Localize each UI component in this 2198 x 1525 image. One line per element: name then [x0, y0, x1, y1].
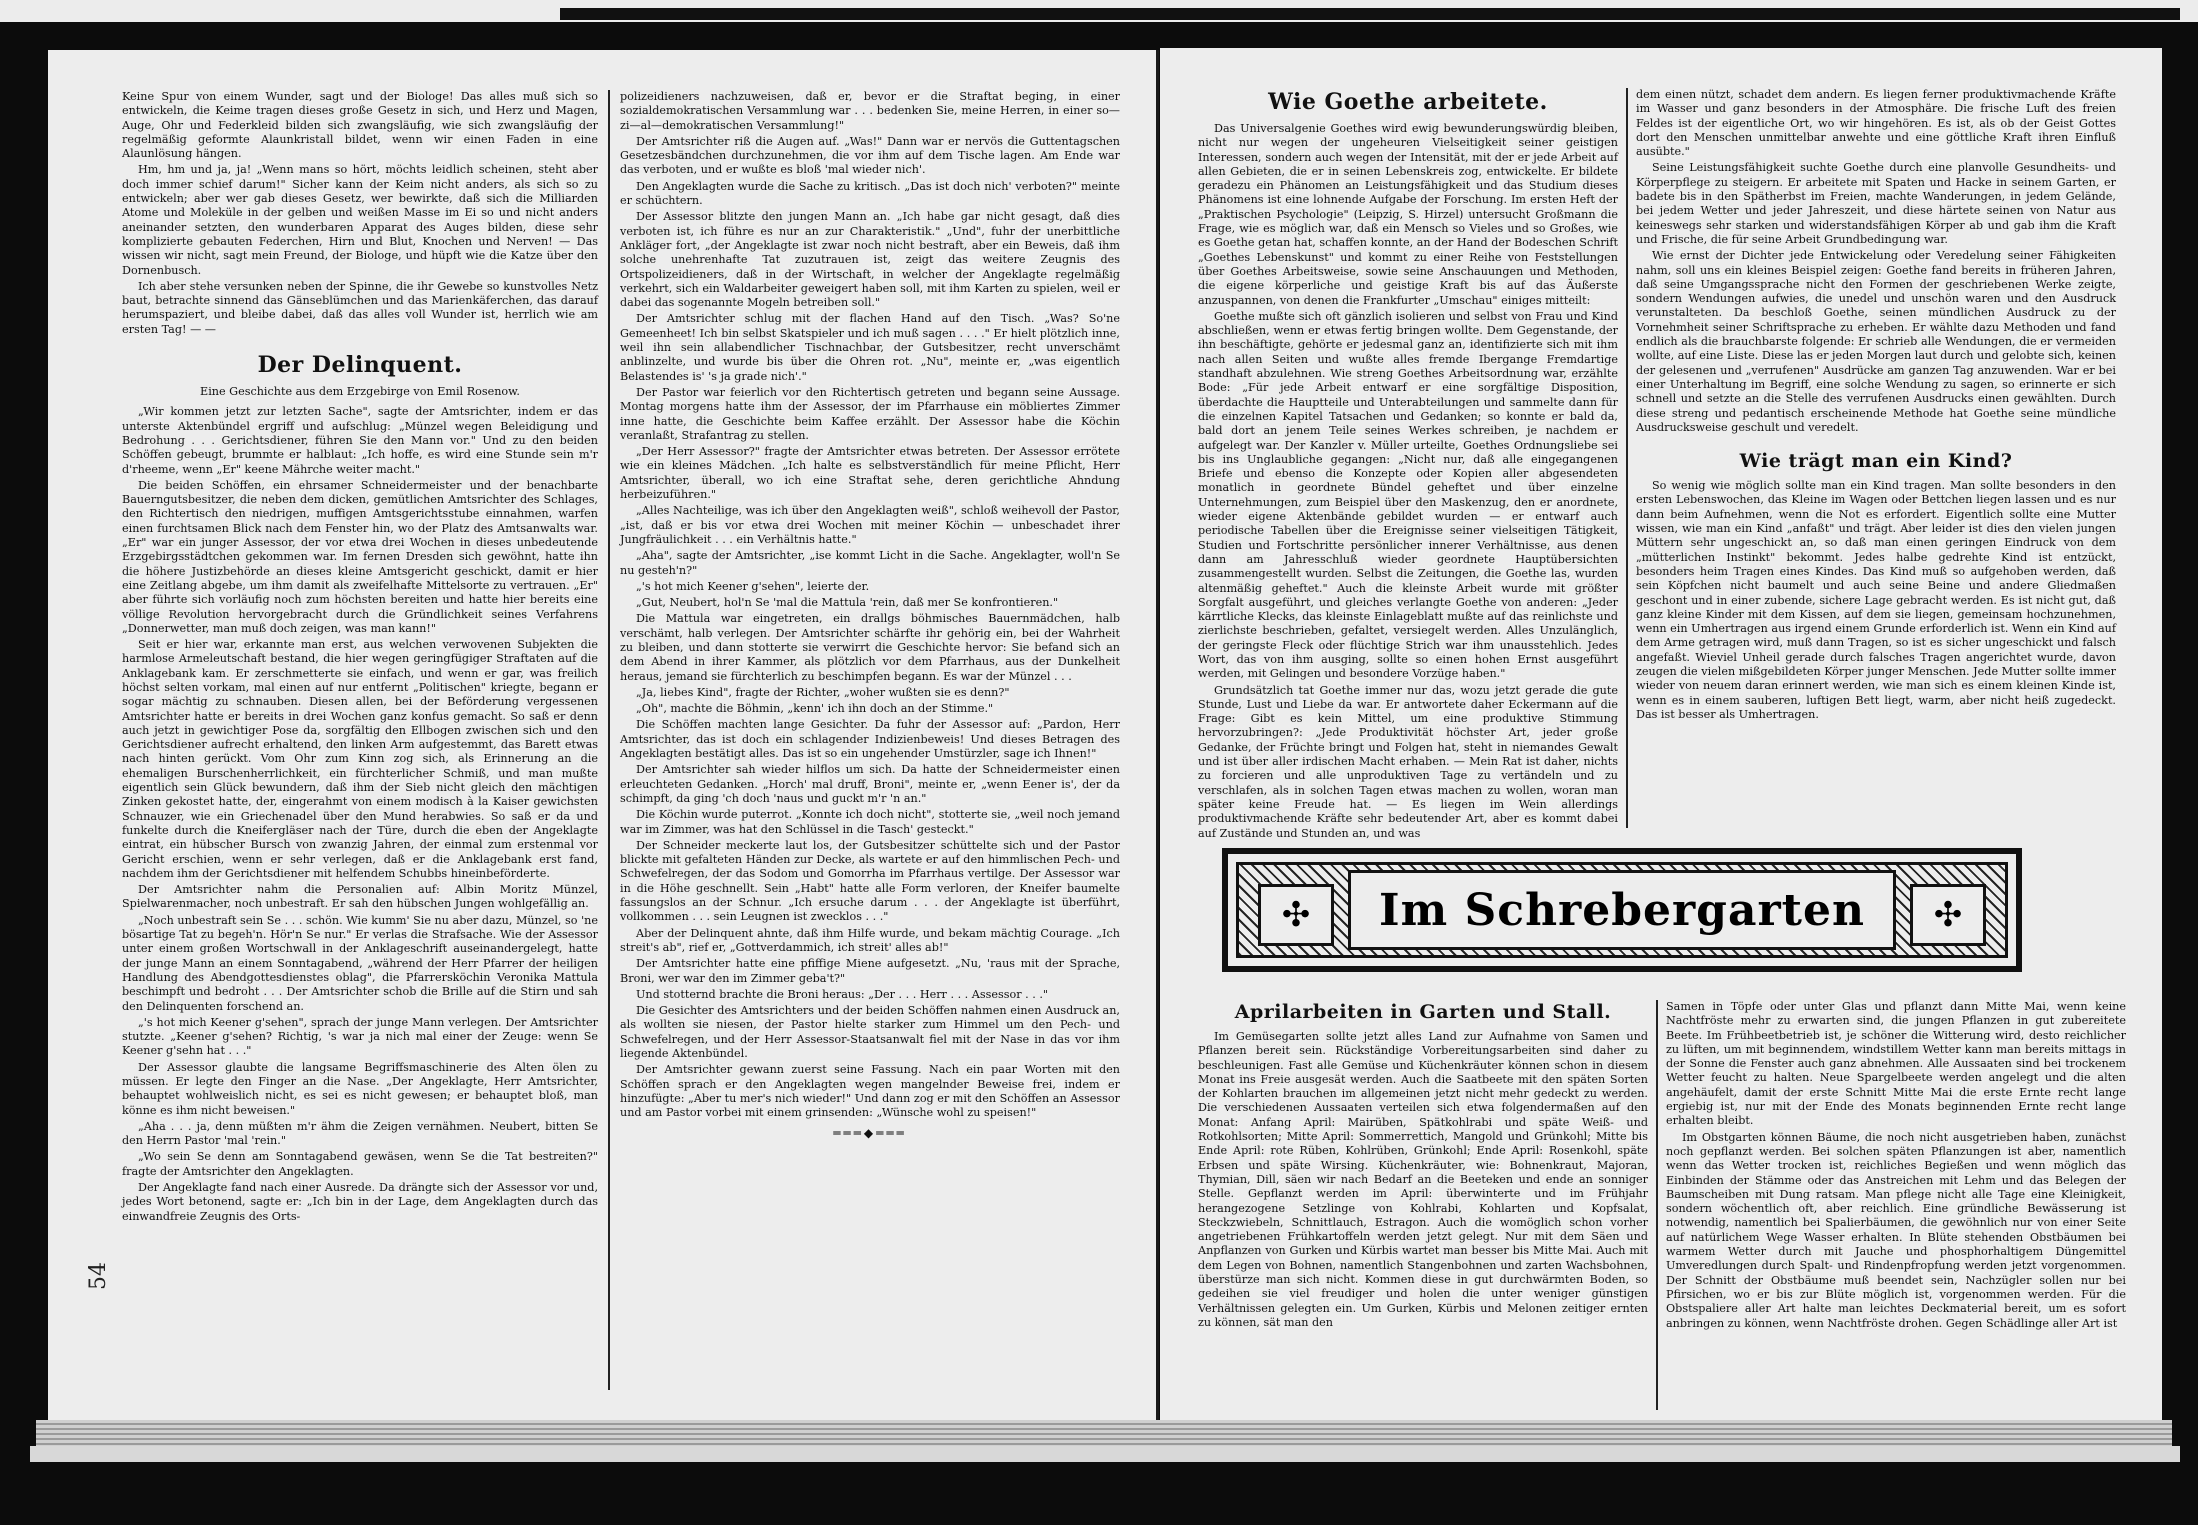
paragraph: „'s hot mich Keener g'sehen", sprach der junge Mann verlegen. Der Amtsrichter stutzte. „Keener g'sehen? Richtig, 's war ja nich mal einer der Zeuge: wenn Se Keener g'sehn hat . . ."	[122, 1015, 598, 1058]
paragraph: Der Amtsrichter gewann zuerst seine Fassung. Nach ein paar Worten mit den Schöffen sprach er den Angeklagten wegen mangelnder Beweise frei, indem er hinzufügte: „Aber tu mer's nich wieder!" Und dann zog er mit den Schöffen an Assessor und am Pastor vorbei mit einem grinsenden: „Wünsche wohl zu speisen!"	[620, 1063, 1120, 1120]
banner-title: Im Schrebergarten	[1348, 870, 1896, 950]
cross-ornament-icon: ✣	[1258, 884, 1334, 946]
paragraph: Der Amtsrichter sah wieder hilflos um sich. Da hatte der Schneidermeister einen erleuchteten Gedanken. „Horch' mal druff, Broni", meinte er, „wenn Eener is', der da schimpft, da ging 'ch doch 'naus und guckt m'r 'n an."	[620, 763, 1120, 805]
paragraph: Seit er hier war, erkannte man erst, aus welchen verwovenen Subjekten die harmlose Armeleutschaft bestand, die hier wegen geringfügiger Straftaten auf die Anklagebank kam. Er zerschmetterte sie einfach, und wenn er gar, was freilich höchst selten vorkam, mal einen auf nur entfernt „Politischen" kriegte, begann er sogar mächtig zu schnauben. Diesen allen, bei der Beförderung vergessenen Amtsrichter hatte er bereits in drei Wochen ganz konfus gemacht. So saß er denn auch jetzt in gewichtiger Pose da, sorgfältig den Ellbogen zwischen sich und den Gerichtsdiener aufrecht erhaltend, den linken Arm aufgestemmt, das Barett etwas nach hinten gerückt. Vom Ohr zum Kinn zog sich, als Erinnerung an die ehemaligen Burschenherrlichkeit, ein fürchterlicher Schmiß, und man mußte eigentlich sein Glück bewundern, daß ihm der Sieb nicht gleich den mächtigen Zinken gekostet hatte, der, eingerahmt von einem modisch à la Kaiser gewichsten Schnauzer, wie ein Griechenadel über den Mund herabwies. So saß er da und funkelte durch die Kneifergläser nach der Türe, durch die eben der Angeklagte eintrat, ein hübscher Bursch von zwanzig Jahren, der einmal zum erstenmal vor Gericht erschien, wenn er sehr verlegen, daß er die Anklagebank erst fand, nachdem ihm der Gerichtsdiener mit helfendem Schubbs hineinbeförderte.	[122, 638, 598, 880]
paragraph: dem einen nützt, schadet dem andern. Es liegen ferner produktivmachende Kräfte im Wasser und ganz besonders in der Atmosphäre. Die frische Luft des freien Feldes ist der eigentliche Ort, wo wir hingehören. Es ist, als ob der Geist Gottes dort den Menschen unmittelbar anwehte und eine göttliche Kraft ihren Einfluß ausübte."	[1636, 88, 2116, 159]
paragraph: Die Gesichter des Amtsrichters und der beiden Schöffen nahmen einen Ausdruck an, als wollten sie niesen, der Pastor hielte starker zum Himmel um den Pech- und Schwefelregen, und der Herr Assessor-Staatsanwalt fiel mit der Nase in das vor ihm liegende Aktenbündel.	[620, 1004, 1120, 1060]
paragraph: So wenig wie möglich sollte man ein Kind tragen. Man sollte besonders in den ersten Lebenswochen, das Kleine im Wagen oder Bettchen liegen lassen und es nur dann beim Aufnehmen, wenn die Not es erfordert. Eigentlich sollte eine Mutter wissen, wie man ein Kind „anfaßt" und trägt. Aber leider ist dies den vielen jungen Müttern sehr ungeschickt an, so daß man einen geringen Eindruck von dem „mütterlichen Instinkt" bekommt. Jedes halbe gedrehte Kind ist entzückt, besonders heim Tragen eines Kindes. Das Kind muß so aufgehoben werden, daß sein Köpfchen nicht baumelt und auch seine Beine und andere Gliedmaßen geschont und in einer zubende, sichere Lage gebracht werden. Es ist nicht gut, daß ganz kleine Kinder mit dem Kissen, auf dem sie liegen, gemeinsam hochzunehmen, wenn ein Umhertragen aus irgend einem Grunde erforderlich ist. Wenn ein Kind auf dem Arme getragen wird, muß dann Tragen, so ist es sicher ungeschickt und falsch angefaßt. Wieviel Unheil gerade durch falsches Tragen angerichtet wurde, davon zeugen die vielen mißgebildeten Körper junger Menschen. Jede Mutter sollte immer wieder von neuem daran erinnert werden, wie man sich es einem kleinen Kinde ist, wenn es in einem sauberen, luftigen Bett liegt, warm, aber nicht heiß zugedeckt. Das ist besser als Umhertragen.	[1636, 479, 2116, 721]
schrebergarten-banner	[1222, 848, 2022, 972]
page-number: 54	[86, 1262, 111, 1290]
paragraph: Der Angeklagte fand nach einer Ausrede. Da drängte sich der Assessor vor und, jedes Wort betonend, sagte er: „Ich bin in der Lage, dem Angeklagten durch das einwandfreie Zeugnis des Orts-	[122, 1181, 598, 1223]
paragraph: „Oh", machte die Böhmin, „kenn' ich ihn doch an der Stimme."	[636, 702, 994, 716]
column-rule	[1656, 1000, 1658, 1410]
paragraph: Ich aber stehe versunken neben der Spinne, die ihr Gewebe so kunstvolles Netz baut, betrachte sinnend das Gänseblümchen und das Marienkäferchen, das darauf herumspaziert, und bleibe dabei, daß das alles voll Wunder ist, herrlich wie am ersten Tag! — —	[122, 279, 598, 336]
paragraph: „Aha . . . ja, denn müßten m'r ähm die Zeigen vernähmen. Neubert, bitten Se den Herrn Pastor 'mal 'rein."	[122, 1119, 598, 1148]
paragraph: Der Assessor blitzte den jungen Mann an. „Ich habe gar nicht gesagt, daß dies verboten ist, ich führe es nur an zur Charakteristik." „Und", fuhr der unerbittliche Ankläger fort, „der Angeklagte ist zwar noch nicht bestraft, aber ein Beweis, daß ihm solche unehrenhafte Tat zuzutrauen ist, zeigt das weitere Zeugnis des Ortspolizeidieners, daß in der Wirtschaft, in welcher der Angeklagte regelmäßig verkehrt, sich ein Waldarbeiter geweigert haben soll, mit ihm Karten zu spielen, weil er dabei das sogenannte Mogeln betreiben soll."	[620, 210, 1120, 310]
paragraph: Der Schneider meckerte laut los, der Gutsbesitzer schüttelte sich und der Pastor blickte mit gefalteten Händen zur Decke, als wartete er auf den himmlischen Pech- und Schwefelregen, der das Sodom und Gomorrha im Pfarrhaus vertilge. Der Assessor war in die Höhe geschnellt. Sein „Habt" hatte alle Form verloren, der Kneifer baumelte fassungslos an der Schnur. „Ich ersuche darum . . . der Angeklagte ist überführt, vollkommen . . . sein Leugnen ist zwecklos . . ."	[620, 838, 1120, 924]
paragraph: „Alles Nachteilige, was ich über den Angeklagten weiß", schloß weihevoll der Pastor, „ist, daß er bis vor etwa drei Wochen mit meiner Köchin — unbeschadet ihrer Jungfräulichkeit . . . ein Verhältnis hatte."	[620, 504, 1120, 546]
goethe-text-1	[1198, 122, 1618, 841]
paragraph: „Aha", sagte der Amtsrichter, „ise kommt Licht in die Sache. Angeklagter, woll'n Se nu gesteh'n?"	[620, 549, 1120, 577]
paragraph: Seine Leistungsfähigkeit suchte Goethe durch eine planvolle Gesundheits- und Körperpflege zu steigern. Er arbeitete mit Spaten und Hacke in seinem Garten, er badete bis in den Spätherbst im Freien, machte Wanderungen, in jedem Gelände, bei jedem Wetter und jeder Jahreszeit, und diese härtete seinen von Natur aus keineswegs sehr starken und widerstandsfähigen Körper ab und gab ihm die Kraft und Frische, die für seine Arbeit Grundbedingung war.	[1636, 161, 2116, 246]
paragraph: „Wir kommen jetzt zur letzten Sache", sagte der Amtsrichter, indem er das unterste Aktenbündel ergriff und aufschlug: „Münzel wegen Beleidigung und Bedrohung . . . Gerichtsdiener, führen Sie den Mann vor." Und zu den beiden Schöffen gebeugt, brummte er halblaut: „Ich hoffe, es wird eine Stunde sein m'r d'rheeme, wenn „Er" keene Mährche weiter macht."	[122, 405, 598, 476]
paragraph: „Wo sein Se denn am Sonntagabend gewäsen, wenn Se die Tat bestreiten?" fragte der Amtsrichter den Angeklagten.	[122, 1150, 598, 1178]
child-headline: Wie trägt man ein Kind?	[1739, 450, 2013, 473]
goethe-headline: Wie Goethe arbeitete.	[1268, 89, 1548, 115]
right-page	[1160, 48, 2162, 1428]
paragraph: Der Assessor glaubte die langsame Begriffsmaschinerie des Alten ölen zu müssen. Er legte den Finger an die Nase. „Der Angeklagte, Herr Amtsrichter, behauptet wohlweislich nicht, es sei es nicht gewesen; er behauptet bloß, man könne es ihm nicht beweisen."	[122, 1060, 598, 1117]
column-rule	[1626, 88, 1628, 828]
garden-column-1	[1198, 996, 1648, 1408]
book-page-edges	[36, 1420, 2172, 1446]
page-gutter	[1156, 50, 1159, 1428]
paragraph: polizeidieners nachzuweisen, daß er, bevor er die Straftat beging, in einer sozialdemokratischen Versammlung war . . . bedenken Sie, meine Herren, in einer so—zi—al—demokratischen Versammlung!"	[620, 90, 1120, 132]
paragraph: Der Amtsrichter riß die Augen auf. „Was!" Dann war er nervös die Guttentagschen Gesetzesbändchen durchzunehmen, die vor ihm auf dem Tische lagen. Am Ende war das verboten, und er wußte es bloß 'mal wieder nich'.	[620, 134, 1120, 177]
biology-essay-end	[122, 90, 598, 337]
paragraph: Das Universalgenie Goethes wird ewig bewunderungswürdig bleiben, nicht nur wegen der ungeheuren Vielseitigkeit seiner geistigen Interessen, sondern auch wegen der Intensität, mit der er jede Arbeit auf allen Gebieten, die er in seinen Lebenskreis zog, entwickelte. Er bildete geradezu ein Phänomen an Leistungsfähigkeit und das Studium dieses Phänomens ist eine lohnende Aufgabe der Forschung. Im ersten Heft der „Praktischen Psychologie" (Leipzig, S. Hirzel) untersucht Großmann die Frage, wie es möglich war, daß ein Mensch so Vieles und so Großes, wie es Goethe getan hat, schaffen konnte, an der Hand der Bodeschen Schrift „Goethes Lebenskunst" und kommt zu einer Reihe von Feststellungen über Goethes Arbeitsweise, sowie seine Anschauungen und Methoden, die eigene körperliche und geistige Kraft bis auf das Äußerste anzuspannen, von denen die Frankfurter „Umschau" einiges mitteilt:	[1198, 122, 1618, 307]
book-bottom-edge	[30, 1446, 2180, 1462]
paragraph: Grundsätzlich tat Goethe immer nur das, wozu jetzt gerade die gute Stunde, Lust und Liebe da war. Er antwortete daher Eckermann auf die Frage: Gibt es kein Mittel, um eine produktive Stimmung hervorzubringen?: „Jede Produktivität höchster Art, jeder große Gedanke, der Früchte bringt und Folgen hat, steht in niemandes Gewalt und ist über aller irdischen Macht erhaben. — Mein Rat ist daher, nichts zu forcieren und alle unproduktiven Tage zu vertändeln und zu verschlafen, als in solchen Tagen etwas machen zu wollen, woran man später keine Freude hat. — Es liegen im Wein allerdings produktivmachende Kräfte sehr bedeutender Art, aber es kommt dabei auf Zustände und Stunden an, und was	[1198, 683, 1618, 840]
paragraph: Im Gemüsegarten sollte jetzt alles Land zur Aufnahme von Samen und Pflanzen bereit sein. Rückständige Vorbereitungsarbeiten sind daher zu beschleunigen. Fast alle Gemüse und Küchenkräuter können schon in diesem Monat ins Freie ausgesät werden. Auch die Saatbeete mit den späten Sorten der Kohlarten brauchen im allgemeinen jetzt nicht mehr gedeckt zu werden. Die verschiedenen Aussaaten verteilen sich etwa folgendermaßen auf den Monat: Anfang April: Mairüben, Spätkohlrabi und späte Weiß- und Rotkohlsorten; Mitte April: Sommerrettich, Mangold und Grünkohl; Mitte bis Ende April: rote Rüben, Kohlrüben, Grünkohl; Ende April: Rosenkohl, späte Erbsen und späte Wirsing. Küchenkräuter, wie: Bohnenkraut, Majoran, Thymian, Dill, säen wir nach Bedarf an die Beeteken und ende an sonniger Stelle. Gepflanzt werden im April: überwinterte und im Frühjahr herangezogene Setzlinge von Kohlrabi, Kohlarten und Kopfsalat, Steckzwiebeln, Schnittlauch, Estragon. Auch die womöglich schon vorher angetriebenen Frühkartoffeln werden jetzt gelegt. Nur mit dem Säen und Anpflanzen von Gurken und Kürbis wartet man besser bis Mitte Mai. Auch mit dem Legen von Bohnen, namentlich Stangenbohnen und zarten Wachsbohnen, überstürze man sich nicht. Kommen diese in gut durchwärmten Boden, so gedeihen sie viel freudiger und holen die unter weniger günstigen Verhältnissen gelegten ein. Um Gurken, Kürbis und Melonen zeitiger ernten zu können, sät man den	[1198, 1030, 1648, 1329]
paragraph: Die Schöffen machten lange Gesichter. Da fuhr der Assessor auf: „Pardon, Herr Amtsrichter, das ist doch ein schlagender Indizienbeweis! Und dieses Betragen des Angeklagten bestätigt alles. Das ist so ein ungehender Umstürzler, sage ich Ihnen!"	[620, 718, 1120, 761]
paragraph: „Noch unbestraft sein Se . . . schön. Wie kumm' Sie nu aber dazu, Münzel, so 'ne bösartige Tat zu begeh'n. Hör'n Se nur." Er verlas die Strafsache. Wie der Assessor unter einem großen Wortschwall in der Anklageschrift auseinandergelegt, hatte der junge Mann an einem Sonntagabend, „während der Herr Pfarrer der heiligen Handlung des Abendgottesdienstes oblag", die Pfarrersköchin Veronika Mattula beschimpft und bedroht . . . Der Amtsrichter schob die Brille auf die Stirn und sah den Delinquenten forschend an.	[122, 913, 598, 1013]
paragraph: „'s hot mich Keener g'sehen", leierte der.	[636, 579, 870, 593]
paragraph: Goethe mußte sich oft gänzlich isolieren und selbst von Frau und Kind abschließen, wenn er etwas fertig bringen wollte. Dem Gegenstande, der ihn beschäftigte, gehörte er jedesmal ganz an, identifizierte sich mit ihm nach allen Seiten und wußte alles fremde Ibergange Fremdartige standhaft abzulehnen. Wie streng Goethes Arbeitsordnung war, erzählte Bode: „Für jede Arbeit entwarf er eine sorgfältige Disposition, überdachte die Hauptteile und Unterabteilungen und sammelte dann für die einzelnen Kapitel Tatsachen und Gedanken; so konnte er bald da, bald dort an jenem Teile seines Werkes schreiben, je nachdem er aufgelegt war. Der Kanzler v. Müller urteilte, Goethes Ordnungsliebe sei bis ins Unglaubliche gegangen: „Nicht nur, daß alle eingegangenen Briefe und ebenso die Konzepte oder Kopien aller abgesendeten monatlich in geordnete Bündel geheftet und über einzelne Unternehmungen, zum Beispiel über den Maskenzug, den er anordnete, wieder eigene Aktenbände gebildet wurden — er entwarf auch periodische Tabellen über die Ereignisse seiner vielseitigen Tätigkeit, Studien und Fortschritte persönlicher innerer Verhältnisse, aus denen dann am Jahresschluß wieder geordnete Hauptübersichten zusammengestellt wurden. Selbst die Zeitungen, die Goethe las, wurden altenmäßig geheftet." Auch die kleinste Arbeit wurde mit größter Sorgfalt ausgeführt, und gleiches verlangte Goethe von anderen: „Jeder kärrtliche Klecks, das kleinste Einlageblatt mußte auf das reinlichste und zierlichste beschrieben, gefaltet, versiegelt werden. Alles Unzulänglich, der geringste Fleck oder flüchtige Strich war ihm unausstehlich. Jedes Wort, das von ihm ausging, sollte so einen hohen Ernst ausgeführt werden, mit Gelingen und besondere Vorzüge haben."	[1198, 309, 1618, 681]
column-rule	[608, 90, 610, 1390]
left-column-1	[122, 90, 598, 1410]
delinquent-byline: Eine Geschichte aus dem Erzgebirge von Emil Rosenow.	[200, 385, 520, 399]
paragraph: Die Mattula war eingetreten, ein drallgs böhmisches Bauernmädchen, halb verschämt, halb verlegen. Der Amtsrichter schärfte ihr gehörig ein, bei der Wahrheit zu bleiben, und dann stotterte sie verwirrt die Geschichte hervor: Sie befand sich an dem Abend in ihrer Kammer, als plötzlich vor dem Pfarrhaus, aus der Dunkelheit heraus, jemand sie fürchterlich zu beschimpfen begann. Es war der Münzel . . .	[620, 612, 1120, 683]
delinquent-headline: Der Delinquent.	[257, 352, 463, 379]
garden-text-1	[1198, 1030, 1648, 1330]
paragraph: „Gut, Neubert, hol'n Se 'mal die Mattula 'rein, daß mer Se konfrontieren."	[636, 596, 1059, 610]
goethe-text-2	[1636, 88, 2116, 435]
delinquent-story-part-1	[122, 405, 598, 1224]
paragraph: Der Amtsrichter nahm die Personalien auf: Albin Moritz Münzel, Spielwarenmacher, noch unbestraft. Er sah den hübschen Jungen wohlgefällig an.	[122, 883, 598, 911]
paragraph: Aber der Delinquent ahnte, daß ihm Hilfe wurde, und bekam mächtig Courage. „Ich streit's ab", rief er, „Gottverdammich, ich streit' alles ab!"	[620, 926, 1120, 954]
paragraph: Keine Spur von einem Wunder, sagt und der Biologe! Das alles muß sich so entwickeln, die Keime tragen dieses große Gesetz in sich, und Herz und Magen, Auge, Ohr und Federkleid bilden sich zwangsläufig, wie sich zwangsläufig der regelmäßig geformte Alaunkristall bildet, wenn wir einen Faden in eine Alaunlösung hängen.	[122, 90, 598, 161]
paragraph: Der Amtsrichter schlug mit der flachen Hand auf den Tisch. „Was? So'ne Gemeenheet! Ich bin selbst Skatspieler und ich muß sagen . . . ." Er hielt plötzlich inne, weil ihn sein allabendlicher Tischnachbar, der Gutsbesitzer, recht unverschämt anblinzelte, und wurde bis über die Ohren rot. „Nu", meinte er, „was eigentlich Belastendes is' 's ja grade nich'."	[620, 312, 1120, 383]
cross-ornament-icon: ✣	[1910, 884, 1986, 946]
paragraph: Samen in Töpfe oder unter Glas und pflanzt dann Mitte Mai, wenn keine Nachtfröste mehr zu erwarten sind, die jungen Pflanzen in gut zubereitete Beete. Im Frühbeetbetrieb ist, je schöner die Witterung wird, desto reichlicher zu lüften, um mit beginnendem, windstillem Wetter kann man bereits mittags in der Sonne die Fenster auch ganz abnehmen. Alle Aussaaten sind bei trockenem Wetter feucht zu halten. Neue Spargelbeete werden angelegt und die alten angehäufelt, damit der erste Schnitt Mitte Mai die erste Ernte recht lange ergiebig ist, nur mit der Ende des Monats beginnenden Ernte recht lange erhalten bleibt.	[1666, 1000, 2126, 1128]
paragraph: Der Pastor war feierlich vor den Richtertisch getreten und begann seine Aussage. Montag morgens hatte ihm der Assessor, der im Pfarrhause ein möbliertes Zimmer inne hatte, die Geschichte beim Kaffee erzählt. Der Assessor habe die Köchin veranlaßt, Strafantrag zu stellen.	[620, 385, 1120, 442]
paragraph: Die beiden Schöffen, ein ehrsamer Schneidermeister und der benachbarte Bauerngutsbesitzer, die neben dem dicken, gemütlichen Amtsrichter des Schlages, den Richtertisch den niedrigen, muffigen Amtsgerichtsstube einnahmen, warfen einen furchtsamen Blick nach dem Fenster hin, wo der Platz des Amtsanwalts war. „Er" war ein junger Assessor, der vor etwa drei Wochen in dieses unbedeutende Erzgebirgsstädtchen gekommen war. Im fernen Dresden sich gewöhnt, hatte ihn die höhere Justizbehörde an dieses kleine Amtsgericht geschickt, damit er hier eine Zeitlang abgebe, um ihm damit als zweifelhafte Mittelsorte zu vertrauen. „Er" aber führte sich vorläufig noch zum höchsten bereiten und hatte hier bereits eine völlige Revolution hervorgebracht durch die Gründlichkeit seines Verfahrens „Donnerwetter, man muß doch zeigen, was man kann!"	[122, 478, 598, 635]
scan-top-shadow	[560, 8, 2180, 20]
garden-column-2	[1666, 1000, 2126, 1412]
goethe-column-2	[1636, 88, 2116, 833]
delinquent-story-part-2	[620, 90, 1120, 1120]
end-ornament: ═══◆═══	[833, 1126, 907, 1141]
child-text	[1636, 479, 2116, 722]
paragraph: Im Obstgarten können Bäume, die noch nicht ausgetrieben haben, zunächst noch gepflanzt werden. Bei solchen späten Pflanzungen ist aber, namentlich wenn das Wetter trocken ist, reichliches Begießen und wenn möglich das Einbinden der Stämme oder das Anstreichen mit Lehm und das Belegen der Baumscheiben mit Dung ratsam. Man pflege nicht alle Tage eine Kleinigkeit, sondern wöchentlich oft, aber reichlich. Eine gründliche Bewässerung ist notwendig, namentlich bei Spalierbäumen, die gewöhnlich nur von einer Seite auf natürlichem Wege Wasser erhalten. In Blüte stehenden Obstbäumen bei warmem Wetter durch mit Jauche und phosphorhaltigem Düngemittel Umveredlungen durch Spalt- und Rindenpfropfung werden jetzt vorgenommen. Der Schnitt der Obstbäume muß beendet sein, Nachzügler sollen nur bei Pfirsichen, wo er bis zur Blüte möglich ist, vorgenommen werden. Für die Obstspaliere aller Art halte man leichtes Deckmaterial bereit, um es sofort anbringen zu können, wenn Nachtfröste drohen. Gegen Schädlinge aller Art ist	[1666, 1130, 2126, 1330]
left-column-2	[620, 90, 1120, 1410]
left-page	[48, 50, 1156, 1428]
paragraph: Den Angeklagten wurde die Sache zu kritisch. „Das ist doch nich' verboten?" meinte er schüchtern.	[620, 179, 1120, 208]
paragraph: Hm, hm und ja, ja! „Wenn mans so hört, möchts leidlich scheinen, steht aber doch immer schief darum!" Sicher kann der Keim nicht anders, als sich so zu entwickeln; aber wer gab dieses Gesetz, wer bewirkte, daß sich die Milliarden Atome und Moleküle in der gelben und weißen Masse im Ei so und nicht anders aneinander setzten, den wunderbaren Apparat des Auges bilden, diese sehr komplizierte gebauten Federchen, Hirn und Blut, Knochen und Nerven! — Das wissen wir nicht, sagt mein Freund, der Biologe, und hüpft wie die Katze über den Dornenbusch.	[122, 163, 598, 277]
garden-headline: Aprilarbeiten in Garten und Stall.	[1234, 1001, 1612, 1023]
paragraph: „Der Herr Assessor?" fragte der Amtsrichter etwas betreten. Der Assessor errötete wie ein kleines Mädchen. „Ich halte es selbstverständlich für meine Pflicht, Herr Amtsrichter, überall, wo ich eine Straftat sehe, deren gerichtliche Ahndung herbeizuführen."	[620, 445, 1120, 502]
paragraph: Und stotternd brachte die Broni heraus: „Der . . . Herr . . . Assessor . . ."	[636, 987, 1049, 1001]
paragraph: „Ja, liebes Kind", fragte der Richter, „woher wußten sie es denn?"	[636, 685, 1010, 699]
goethe-column-1	[1198, 84, 1618, 840]
paragraph: Wie ernst der Dichter jede Entwickelung oder Veredelung seiner Fähigkeiten nahm, soll uns ein kleines Beispiel zeigen: Goethe fand bereits in früheren Jahren, daß seine Umgangssprache nicht den Formen der geschriebenen Werke zeigte, sondern Wendungen aufwies, die unedel und unschön waren und den Ausdruck verunstalteten. Da beschloß Goethe, seinen mündlichen Ausdruck zu der Vornehmheit seiner Schriftsprache zu erheben. Er wählte dazu Methoden und fand endlich als die brauchbarste folgende: Er schrieb alle Wendungen, die er vermeiden wollte, auf eine Liste. Diese las er jeden Morgen laut durch und gelobte sich, keinen der gelesenen und „verrufenen" Ausdrücke am ganzen Tag anzuwenden. War er bei einer Unterhaltung im Begriff, eine solche Wendung zu sagen, so erinnerte er sich schnell und setzte an die Stelle des verrufenen Ausdrucks einen gewählten. Durch diese streng und pedantisch erscheinende Methode hat Goethe seine mündliche Ausdrucksweise geschult und veredelt.	[1636, 249, 2116, 434]
garden-text-2	[1666, 1000, 2126, 1331]
paragraph: Die Köchin wurde puterrot. „Konnte ich doch nicht", stotterte sie, „weil noch jemand war im Zimmer, was hat den Schlüssel in die Tasch' gesteckt."	[620, 808, 1120, 836]
paragraph: Der Amtsrichter hatte eine pfiffige Miene aufgesetzt. „Nu, 'raus mit der Sprache, Broni, wer war den im Zimmer geba't?"	[620, 957, 1120, 985]
